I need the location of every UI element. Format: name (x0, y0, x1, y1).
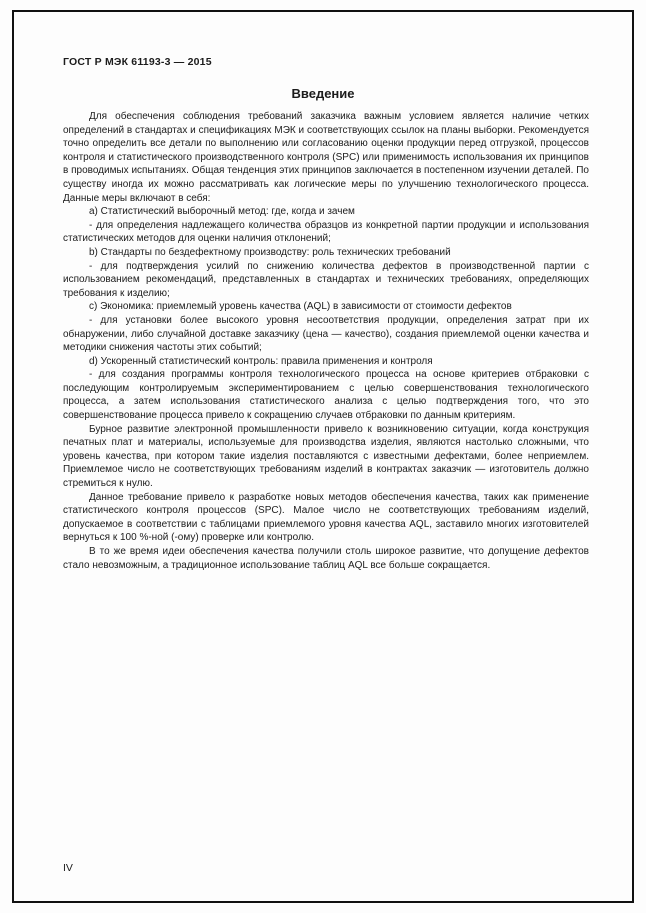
list-item-b: b) Стандарты по бездефектному производству: роль технических требований (89, 246, 451, 258)
paragraph: Данное требование привело к разработке новых методов обеспечения качества, таких как применение статистического контроля процессов (SPC). Малое число не соответствующих требованиям изделий, допускаемое в соответствии с таблицами приемлемого уровня качества AQL, заставило многих изготовителей вернуться к 100 %-ной (-ому) проверке или контролю. (63, 491, 589, 544)
list-subitem: - для установки более высокого уровня несоответствия продукции, определения затрат при их обнаружении, либо случайной доставке заказчику (цена — качество), создания приемлемой оценки качества и методики снижения частоты этих событий; (63, 314, 589, 354)
list-item-a: a) Статистический выборочный метод: где, когда и зачем (89, 206, 355, 218)
body-text (63, 110, 589, 572)
section-title: Введение (291, 86, 355, 101)
list-subitem: - для создания программы контроля технологического процесса на основе критериев отбраковки с последующим контролируемым экспериментированием с целью совершенствования технологического процесса, а затем использования статистического анализа с целью подтверждения того, что это совершенствование процесса привело к сокращению случаев отбраковки по данным критериям. (63, 369, 589, 422)
list-item-d: d) Ускоренный статистический контроль: правила применения и контроля (89, 355, 433, 367)
paragraph: Бурное развитие электронной промышленности привело к возникновению ситуации, когда конструкция печатных плат и материалы, используемые для производства изделия, являются настолько сложными, что уровень качества, при котором такие изделия поставляются с известными дефектами, более неприемлем. Приемлемое число не соответствующих требованиям изделий в контрактах заказчик — изготовитель должно стремиться к нулю. (63, 423, 589, 490)
list-subitem: - для определения надлежащего количества образцов из конкретной партии продукции и использования статистических методов для оценки наличия отклонений; (63, 219, 589, 245)
document-code: ГОСТ Р МЭК 61193-3 — 2015 (63, 56, 212, 68)
paragraph: Для обеспечения соблюдения требований заказчика важным условием является наличие четких определений в стандартах и спецификациях МЭК и соответствующих ссылок на планы выборки. Рекомендуется точно определить все детали по выполнению или согласованию оценки продукции перед отгрузкой, процессов контроля и статистического производственного контроля (SPC) или применимость использования их принципов в проводимых испытаниях. Общая тенденция этих принципов заключается в постепенном изучении деталей. По существу иногда их можно рассматривать как логические меры по улучшению технологического процесса. Данные меры включают в себя: (63, 111, 589, 204)
list-subitem: - для подтверждения усилий по снижению количества дефектов в производственной партии с использованием рекомендаций, представленных в стандартах и технических требованиях, определяющих требования к изделию; (63, 260, 589, 299)
page-number: IV (63, 862, 73, 874)
list-item-c: c) Экономика: приемлемый уровень качества (AQL) в зависимости от стоимости дефектов (89, 301, 512, 313)
paragraph: В то же время идеи обеспечения качества получили столь широкое развитие, что допущение дефектов стало невозможным, а традиционное использование таблиц AQL все больше сокращается. (63, 546, 589, 571)
